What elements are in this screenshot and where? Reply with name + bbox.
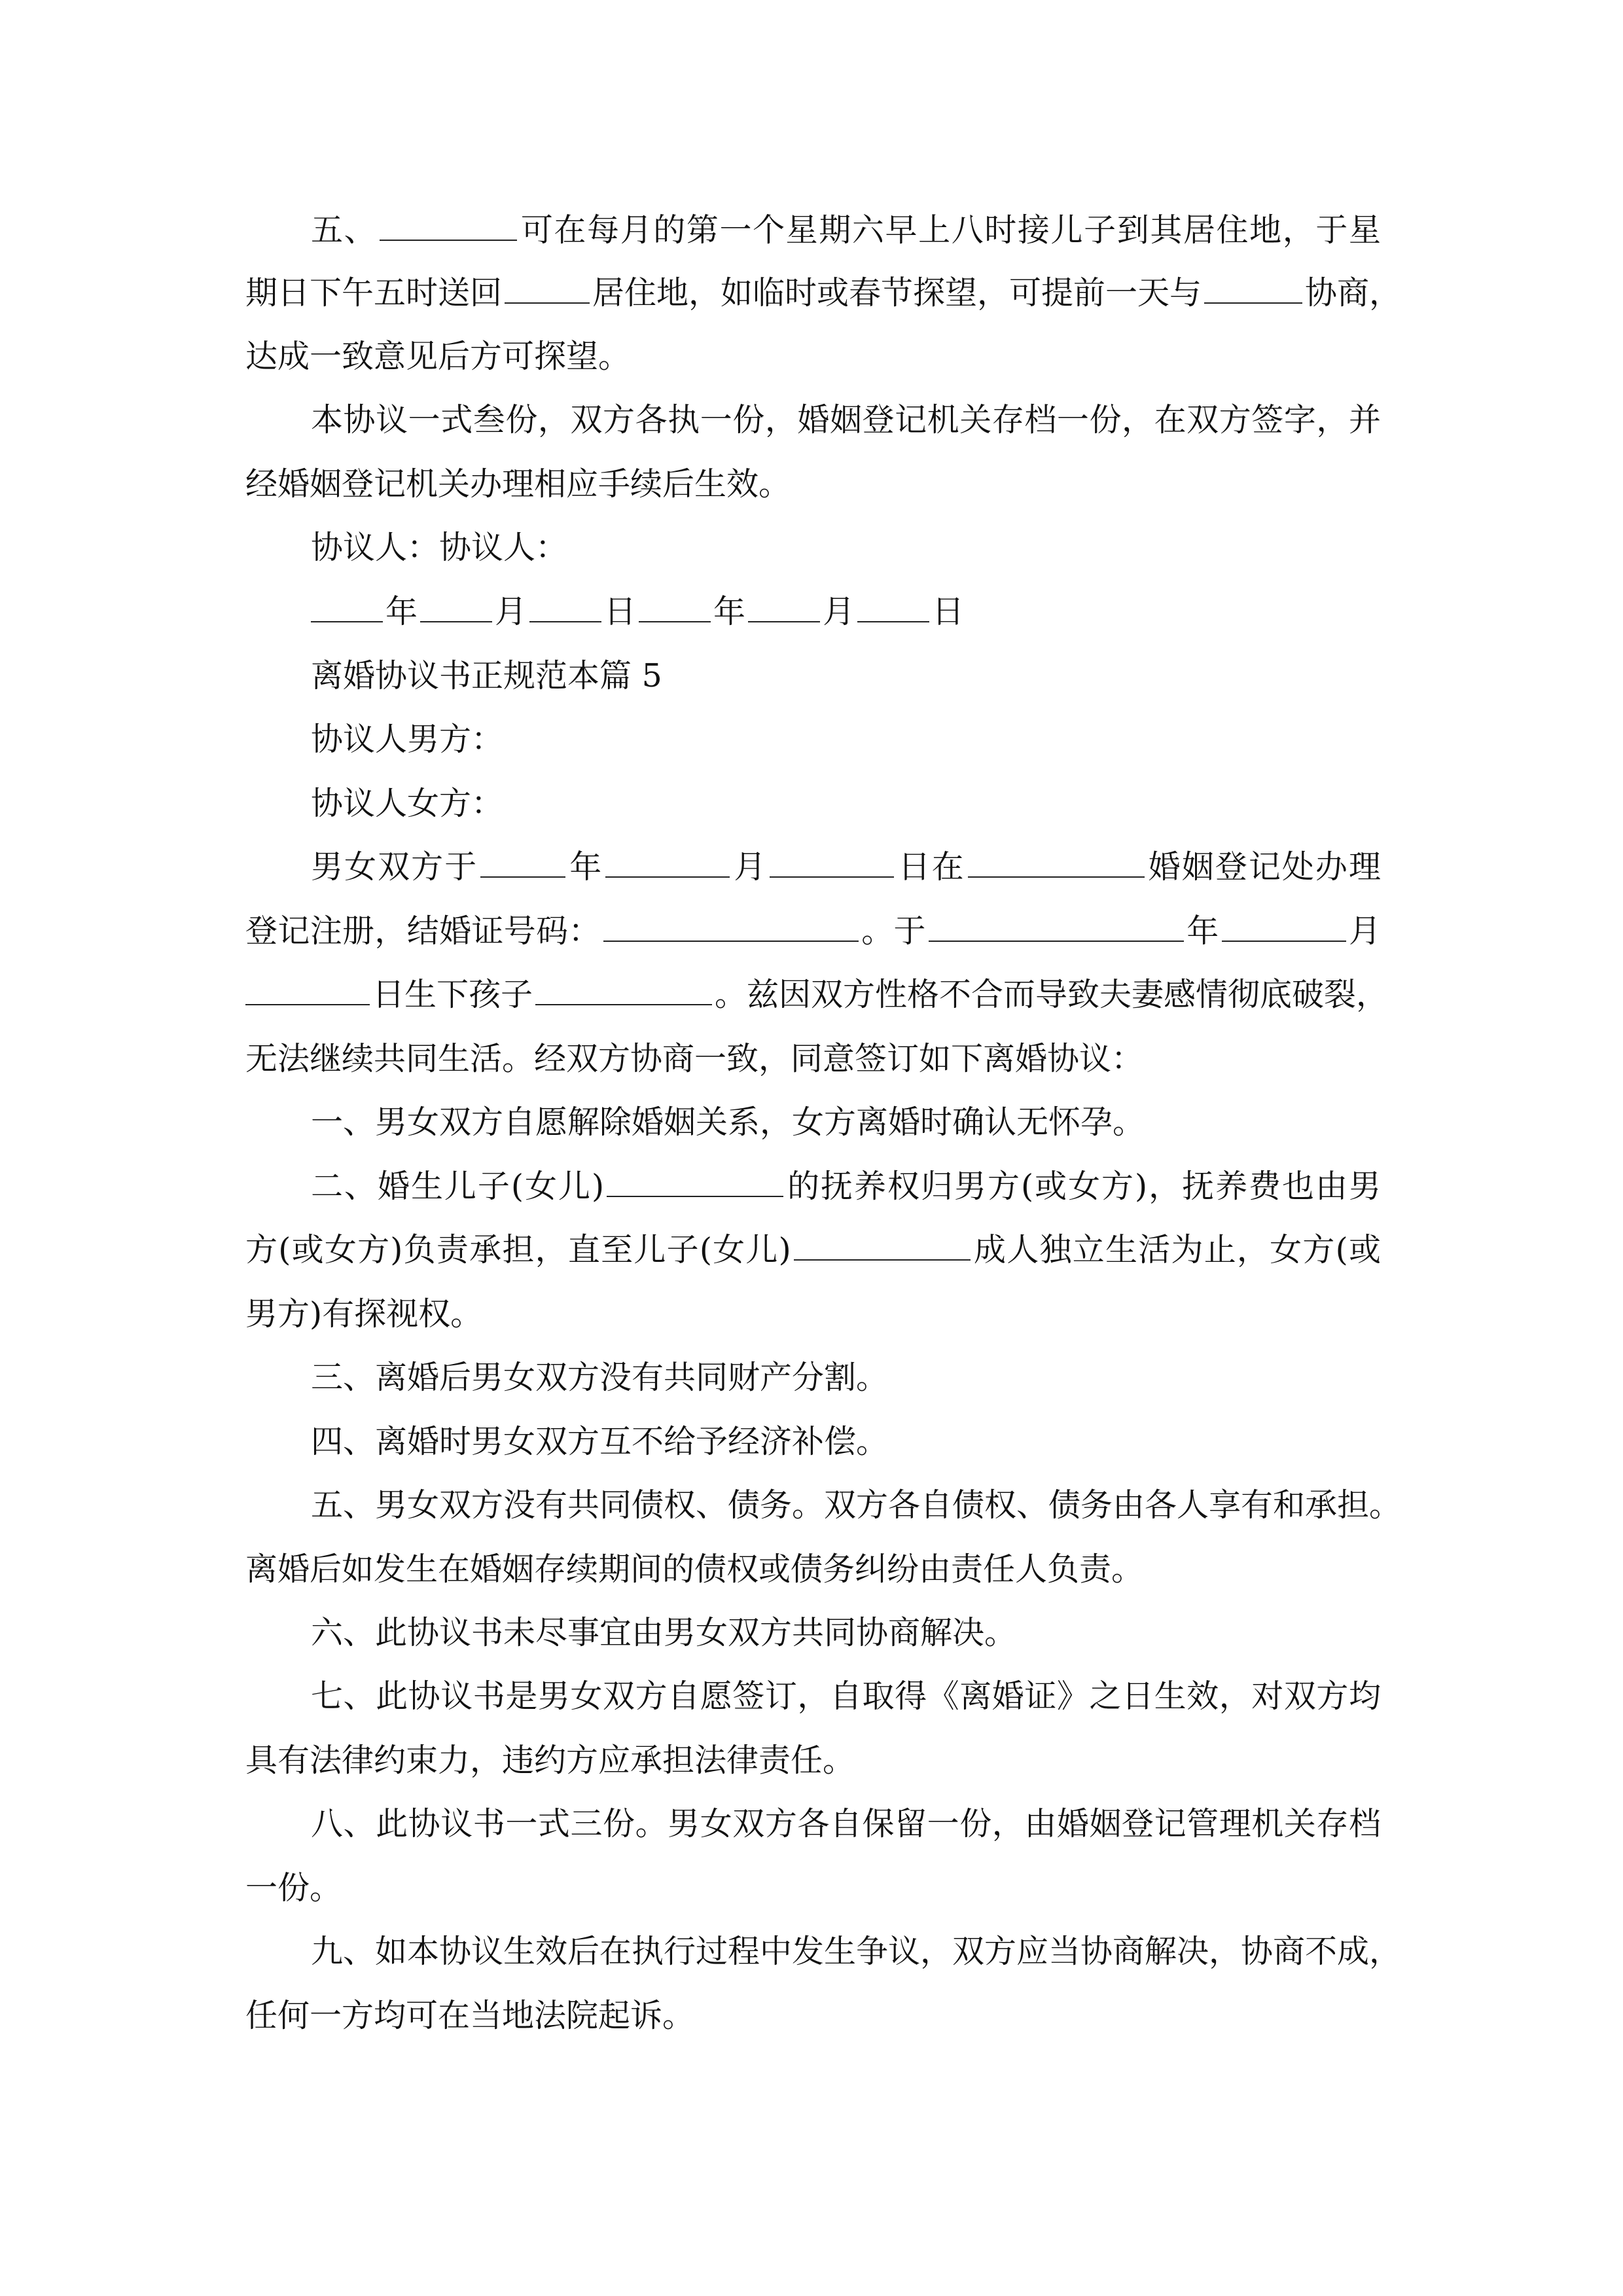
fill-blank	[1222, 912, 1346, 942]
fill-blank	[748, 592, 820, 622]
text-run: 月	[495, 593, 527, 631]
text-run: 协商，	[1305, 274, 1402, 312]
fill-blank	[480, 848, 565, 878]
text-line	[245, 1230, 1381, 1270]
text-run: 日	[932, 593, 965, 631]
clause-line: 六、此协议书未尽事宜由男女双方共同协商解决。	[311, 1614, 1017, 1651]
text-run: 年	[568, 848, 603, 886]
text-line: 一份。	[245, 1869, 342, 1907]
text-run: 月	[732, 848, 768, 886]
text-line: 男方)有探视权。	[245, 1295, 483, 1333]
text-run: 日	[604, 593, 637, 631]
text-run: 年	[385, 593, 418, 631]
fill-blank	[639, 592, 711, 622]
fill-blank	[605, 848, 730, 878]
text-run: 日在	[897, 848, 965, 886]
date-line	[311, 592, 1381, 632]
text-line	[245, 274, 1402, 313]
text-run: 婚姻登记处办理	[1147, 848, 1381, 886]
text-run: 二、婚生儿子(女儿)	[311, 1168, 605, 1206]
fill-blank	[968, 848, 1145, 878]
clause-line: 一、男女双方自愿解除婚姻关系，女方离婚时确认无怀孕。	[311, 1103, 1145, 1141]
fill-blank	[529, 592, 601, 622]
fill-blank	[1204, 274, 1302, 304]
text-line: 无法继续共同生活。经双方协商一致，同意签订如下离婚协议：	[245, 1040, 1144, 1077]
clause-line: 五、男女双方没有共同债权、债务。双方各自债权、债务由各人享有和承担。	[311, 1486, 1402, 1524]
text-run: 月	[823, 593, 855, 631]
text-run: 成人独立生活为止，女方(或	[972, 1231, 1382, 1269]
text-line: 协议人男方：	[311, 721, 504, 758]
fill-blank	[607, 1167, 783, 1197]
text-run: 年	[1186, 912, 1219, 950]
text-run: 五、	[311, 211, 378, 249]
text-run: 男女双方于	[311, 848, 478, 886]
text-line: 本协议一式叁份，双方各执一份，婚姻登记机关存档一份，在双方签字，并	[311, 401, 1381, 439]
text-line	[245, 912, 1381, 951]
fill-blank	[929, 912, 1184, 942]
text-run: 期日下午五时送回	[245, 274, 503, 312]
text-line: 离婚后如发生在婚姻存续期间的债权或债务纠纷由责任人负责。	[245, 1551, 1144, 1588]
fill-blank	[857, 592, 929, 622]
fill-blank	[794, 1230, 971, 1261]
clause-line	[311, 1167, 1381, 1206]
text-line: 任何一方均可在当地法院起诉。	[245, 1997, 695, 2034]
clause-line: 四、离婚时男女双方互不给予经济补偿。	[311, 1423, 889, 1460]
clause-line: 九、如本协议生效后在执行过程中发生争议，双方应当协商解决，协商不成，	[311, 1933, 1402, 1970]
text-line	[311, 211, 1381, 250]
text-run: 日生下孩子	[372, 976, 533, 1014]
fill-blank	[380, 211, 517, 241]
text-run: 的抚养权归男方(或女方)，抚养费也由男	[786, 1168, 1382, 1206]
fill-blank	[535, 975, 712, 1005]
text-line	[245, 975, 1389, 1014]
text-line	[311, 848, 1381, 887]
fill-blank	[603, 912, 859, 942]
fill-blank	[245, 975, 370, 1005]
text-line: 协议人女方：	[311, 785, 504, 822]
text-run: 。于	[861, 912, 926, 950]
text-run: 月	[1348, 912, 1381, 950]
fill-blank	[770, 848, 894, 878]
text-run: 登记注册，结婚证号码：	[245, 912, 601, 950]
fill-blank	[505, 274, 590, 304]
fill-blank	[420, 592, 492, 622]
text-run: 居住地，如临时或春节探望，可提前一天与	[592, 274, 1202, 312]
text-line: 达成一致意见后方可探望。	[245, 338, 631, 375]
clause-line: 三、离婚后男女双方没有共同财产分割。	[311, 1359, 889, 1396]
clause-line: 七、此协议书是男女双方自愿签订，自取得《离婚证》之日生效，对双方均	[311, 1677, 1381, 1715]
clause-line: 八、此协议书一式三份。男女双方各自保留一份，由婚姻登记管理机关存档	[311, 1805, 1381, 1842]
text-run: 年	[713, 593, 746, 631]
text-run: 可在每月的第一个星期六早上八时接儿子到其居住地，于星	[520, 211, 1381, 249]
text-line: 具有法律约束力，违约方应承担法律责任。	[245, 1742, 855, 1779]
text-run: 。兹因双方性格不合而导致夫妻感情彻底破裂，	[715, 976, 1389, 1014]
text-line: 经婚姻登记机关办理相应手续后生效。	[245, 465, 791, 503]
signers-line: 协议人：协议人：	[311, 529, 568, 566]
fill-blank	[311, 592, 383, 622]
section-title: 离婚协议书正规范本篇 5	[311, 657, 662, 694]
text-run: 方(或女方)负责承担，直至儿子(女儿)	[245, 1231, 791, 1269]
